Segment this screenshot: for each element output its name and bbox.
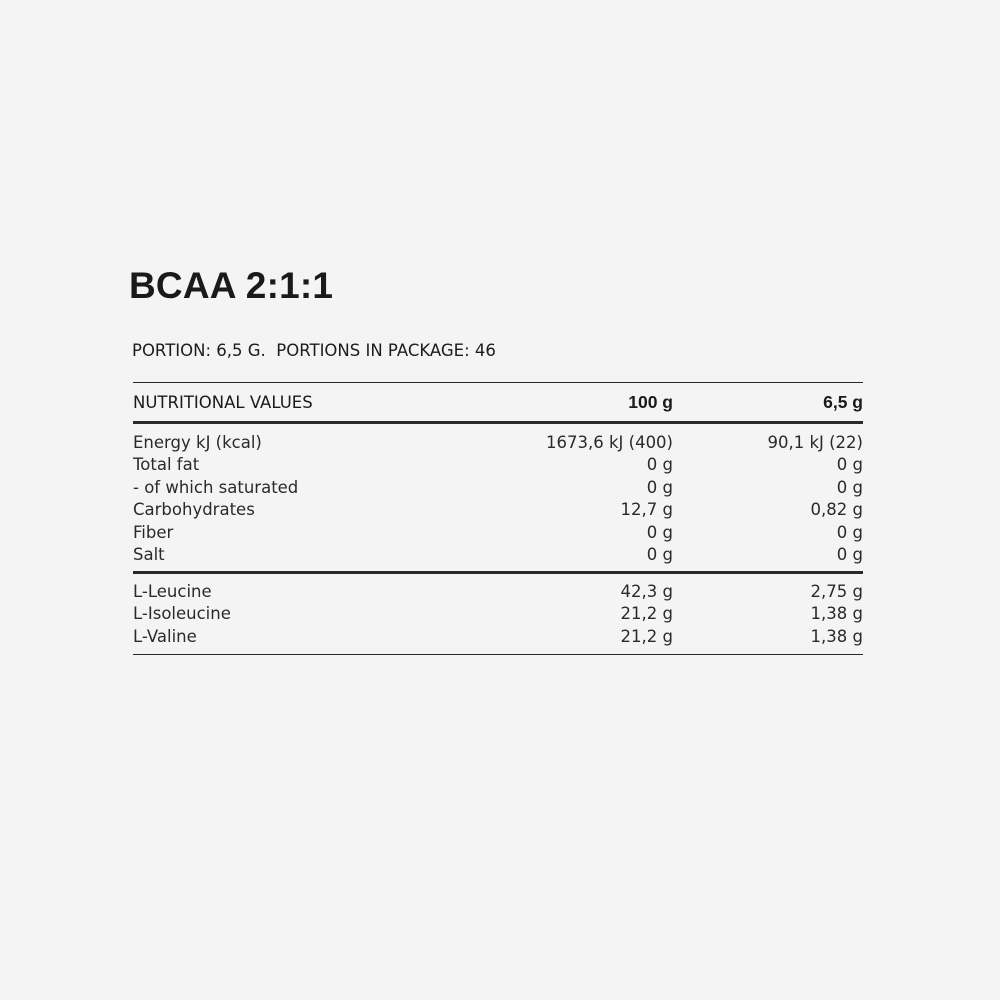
table-row	[133, 603, 863, 626]
nutrient-per-portion: 90,1 kJ (22)	[767, 432, 863, 452]
table-bottom-rule	[133, 654, 863, 655]
nutrients-section	[133, 424, 863, 571]
nutrient-per100: 0 g	[646, 455, 673, 475]
table-row	[133, 476, 863, 499]
amino-acid-per-portion: 1,38 g	[810, 604, 863, 624]
nutrient-per100: 0 g	[646, 477, 673, 497]
nutrient-per-portion: 0,82 g	[810, 500, 863, 520]
amino-acid-per100: 42,3 g	[620, 581, 673, 601]
table-row	[133, 625, 863, 648]
table-row	[133, 580, 863, 603]
product-title: BCAA 2:1:1	[129, 265, 334, 306]
amino-acid-name: L-Leucine	[133, 581, 212, 601]
amino-acid-name: L-Valine	[133, 626, 197, 646]
nutrient-per100: 1673,6 kJ (400)	[545, 432, 673, 452]
nutrient-per-portion: 0 g	[836, 477, 863, 497]
header-col-100g: 100 g	[628, 391, 673, 412]
amino-acid-per-portion: 1,38 g	[810, 626, 863, 646]
amino-acid-per-portion: 2,75 g	[810, 581, 863, 601]
nutrient-per-portion: 0 g	[836, 522, 863, 542]
table-row	[133, 521, 863, 544]
table-row	[133, 499, 863, 522]
amino-acid-name: L-Isoleucine	[133, 604, 231, 624]
portion-info: PORTION: 6,5 G. PORTIONS IN PACKAGE: 46	[132, 341, 496, 360]
nutrient-name: Fiber	[133, 522, 174, 542]
nutrient-per100: 12,7 g	[620, 500, 673, 520]
nutrition-table	[133, 382, 863, 655]
nutrient-name: Total fat	[133, 455, 200, 475]
nutrient-per-portion: 0 g	[836, 455, 863, 475]
nutrient-name: Energy kJ (kcal)	[133, 432, 262, 452]
table-header-row	[133, 383, 863, 421]
nutrient-per100: 0 g	[646, 545, 673, 565]
nutrient-name: Salt	[133, 545, 165, 565]
nutrient-per-portion: 0 g	[836, 545, 863, 565]
amino-acid-per100: 21,2 g	[620, 626, 673, 646]
nutrient-per100: 0 g	[646, 522, 673, 542]
table-row	[133, 454, 863, 477]
nutrient-name: - of which saturated	[133, 477, 299, 497]
header-label: NUTRITIONAL VALUES	[133, 392, 313, 412]
nutrient-name: Carbohydrates	[133, 500, 255, 520]
amino-acid-per100: 21,2 g	[620, 604, 673, 624]
table-row	[133, 431, 863, 454]
amino-acids-section	[133, 574, 863, 654]
table-row	[133, 544, 863, 567]
header-col-portion: 6,5 g	[823, 391, 863, 412]
